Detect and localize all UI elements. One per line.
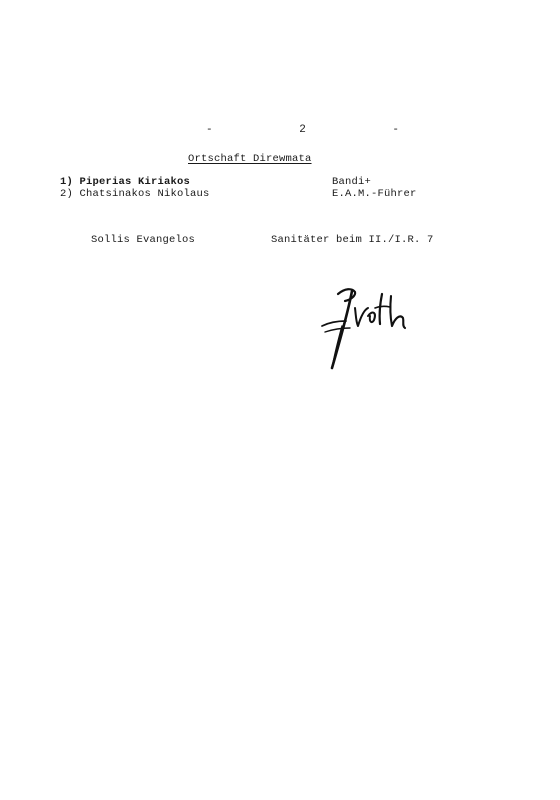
entry-name: 2) Chatsinakos Nikolaus <box>60 188 210 200</box>
entry-name: 1) Piperias Kiriakos <box>60 176 191 188</box>
entry-role: Sanitäter beim II./I.R. 7 <box>271 234 434 246</box>
entry-name: Sollis Evangelos <box>91 234 196 246</box>
entry-role: Bandi+ <box>332 176 372 188</box>
location-heading: Ortschaft Direwmata <box>188 153 312 165</box>
handwritten-signature <box>312 282 412 378</box>
page-number: - 2 - <box>206 124 400 136</box>
entry-role: E.A.M.-Führer <box>332 188 417 200</box>
